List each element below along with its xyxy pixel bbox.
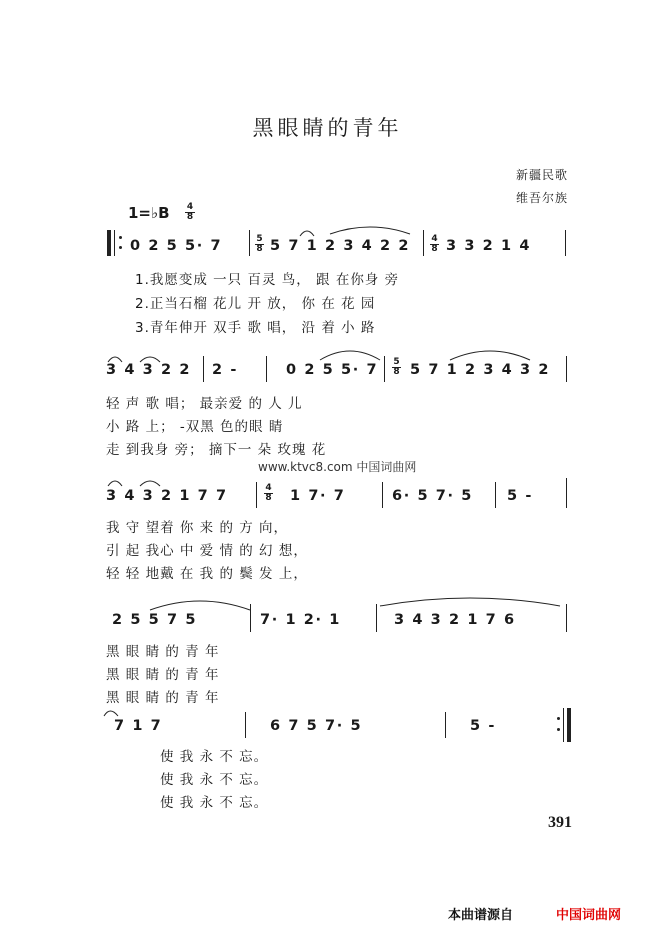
repeat-start-barline — [107, 230, 111, 256]
lyric-line-3: 3.青年伸开 双手 歌 唱， 沿 着 小 路 — [135, 320, 376, 336]
measure-1-notes: 0 2 5 5· 7 — [130, 238, 223, 254]
repeat-dot — [119, 236, 122, 239]
lyric-line-1: 轻 声 歌 唱； 最亲爱 的 人 儿 — [106, 396, 303, 412]
time-signature-change: 5 8 — [256, 234, 263, 254]
barline — [376, 604, 377, 632]
barline — [423, 230, 424, 256]
repeat-dot — [557, 728, 560, 731]
time-signature-change: 4 8 — [265, 483, 272, 503]
key-signature: 1=♭B — [128, 204, 170, 222]
measure-5-notes: 2 - — [212, 362, 238, 378]
lyric-line-3: 走 到我身 旁； 摘下一 朵 玫瑰 花 — [106, 442, 327, 458]
lyric-line-1: 黑 眼 睛 的 青 年 — [106, 644, 220, 660]
repeat-dot — [119, 246, 122, 249]
lyric-line-3: 使 我 永 不 忘。 — [160, 795, 269, 811]
measure-16-notes: 6 7 5 7· 5 — [270, 718, 363, 734]
barline — [384, 356, 385, 382]
page-number: 391 — [548, 814, 572, 831]
credit-genre: 新疆民歌 — [515, 168, 568, 182]
lyric-line-3: 轻 轻 地戴 在 我 的 鬓 发 上， — [106, 566, 308, 582]
barline — [203, 356, 204, 382]
barline — [565, 230, 566, 256]
song-title: 黑眼睛的青年 — [252, 116, 403, 140]
time-signature: 4 8 — [186, 202, 194, 222]
measure-8-notes: 3 4 3 2 1 7 7 — [106, 488, 228, 504]
barline — [245, 712, 246, 738]
lyric-line-2: 小 路 上； -双黑 色的眼 睛 — [106, 419, 284, 435]
measure-3-notes: 3 3 2 1 4 — [446, 238, 532, 254]
measure-12-notes: 2 5 5 7 5 — [112, 612, 198, 628]
barline — [566, 356, 567, 382]
barline — [495, 482, 496, 508]
repeat-end-barline — [567, 708, 571, 742]
footer-source-label: 本曲谱源自 — [448, 908, 514, 923]
barline — [249, 230, 250, 256]
time-signature-change: 4 8 — [431, 234, 438, 254]
lyric-line-2: 使 我 永 不 忘。 — [160, 772, 269, 788]
lyric-line-3: 黑 眼 睛 的 青 年 — [106, 690, 220, 706]
barline — [114, 230, 115, 256]
barline — [566, 478, 567, 508]
credit-origin: 维吾尔族 — [515, 191, 568, 205]
lyric-line-1: 1.我愿变成 一只 百灵 鸟， 跟 在你身 旁 — [135, 272, 400, 288]
footer-site-name: 中国词曲网 — [556, 908, 622, 923]
lyric-line-1: 使 我 永 不 忘。 — [160, 749, 269, 765]
lyric-line-1: 我 守 望着 你 来 的 方 向， — [106, 520, 289, 536]
barline — [266, 356, 267, 382]
barline — [563, 708, 564, 742]
measure-9-notes: 1 7· 7 — [290, 488, 346, 504]
barline — [250, 604, 251, 632]
barline — [445, 712, 446, 738]
measure-11-notes: 5 - — [507, 488, 533, 504]
measure-2-notes: 5 7 1 2 3 4 2 2 — [270, 238, 411, 254]
measure-10-notes: 6· 5 7· 5 — [392, 488, 473, 504]
measure-15-notes: 7 1 7 — [114, 718, 163, 734]
watermark: www.ktvc8.com 中国词曲网 — [258, 460, 417, 474]
measure-17-notes: 5 - — [470, 718, 496, 734]
time-signature-change: 5 8 — [393, 357, 400, 377]
lyric-line-2: 2.正当石榴 花儿 开 放， 你 在 花 园 — [135, 296, 376, 312]
barline — [566, 604, 567, 632]
measure-6-notes: 0 2 5 5· 7 — [286, 362, 379, 378]
barline — [382, 482, 383, 508]
measure-7-notes: 5 7 1 2 3 4 3 2 — [410, 362, 551, 378]
lyric-line-2: 黑 眼 睛 的 青 年 — [106, 667, 220, 683]
lyric-line-2: 引 起 我心 中 爱 情 的 幻 想， — [106, 543, 308, 559]
measure-14-notes: 3 4 3 2 1 7 6 — [394, 612, 516, 628]
repeat-dot — [557, 717, 560, 720]
measure-13-notes: 7· 1 2· 1 — [260, 612, 341, 628]
barline — [256, 482, 257, 508]
measure-4-notes: 3 4 3 2 2 — [106, 362, 192, 378]
